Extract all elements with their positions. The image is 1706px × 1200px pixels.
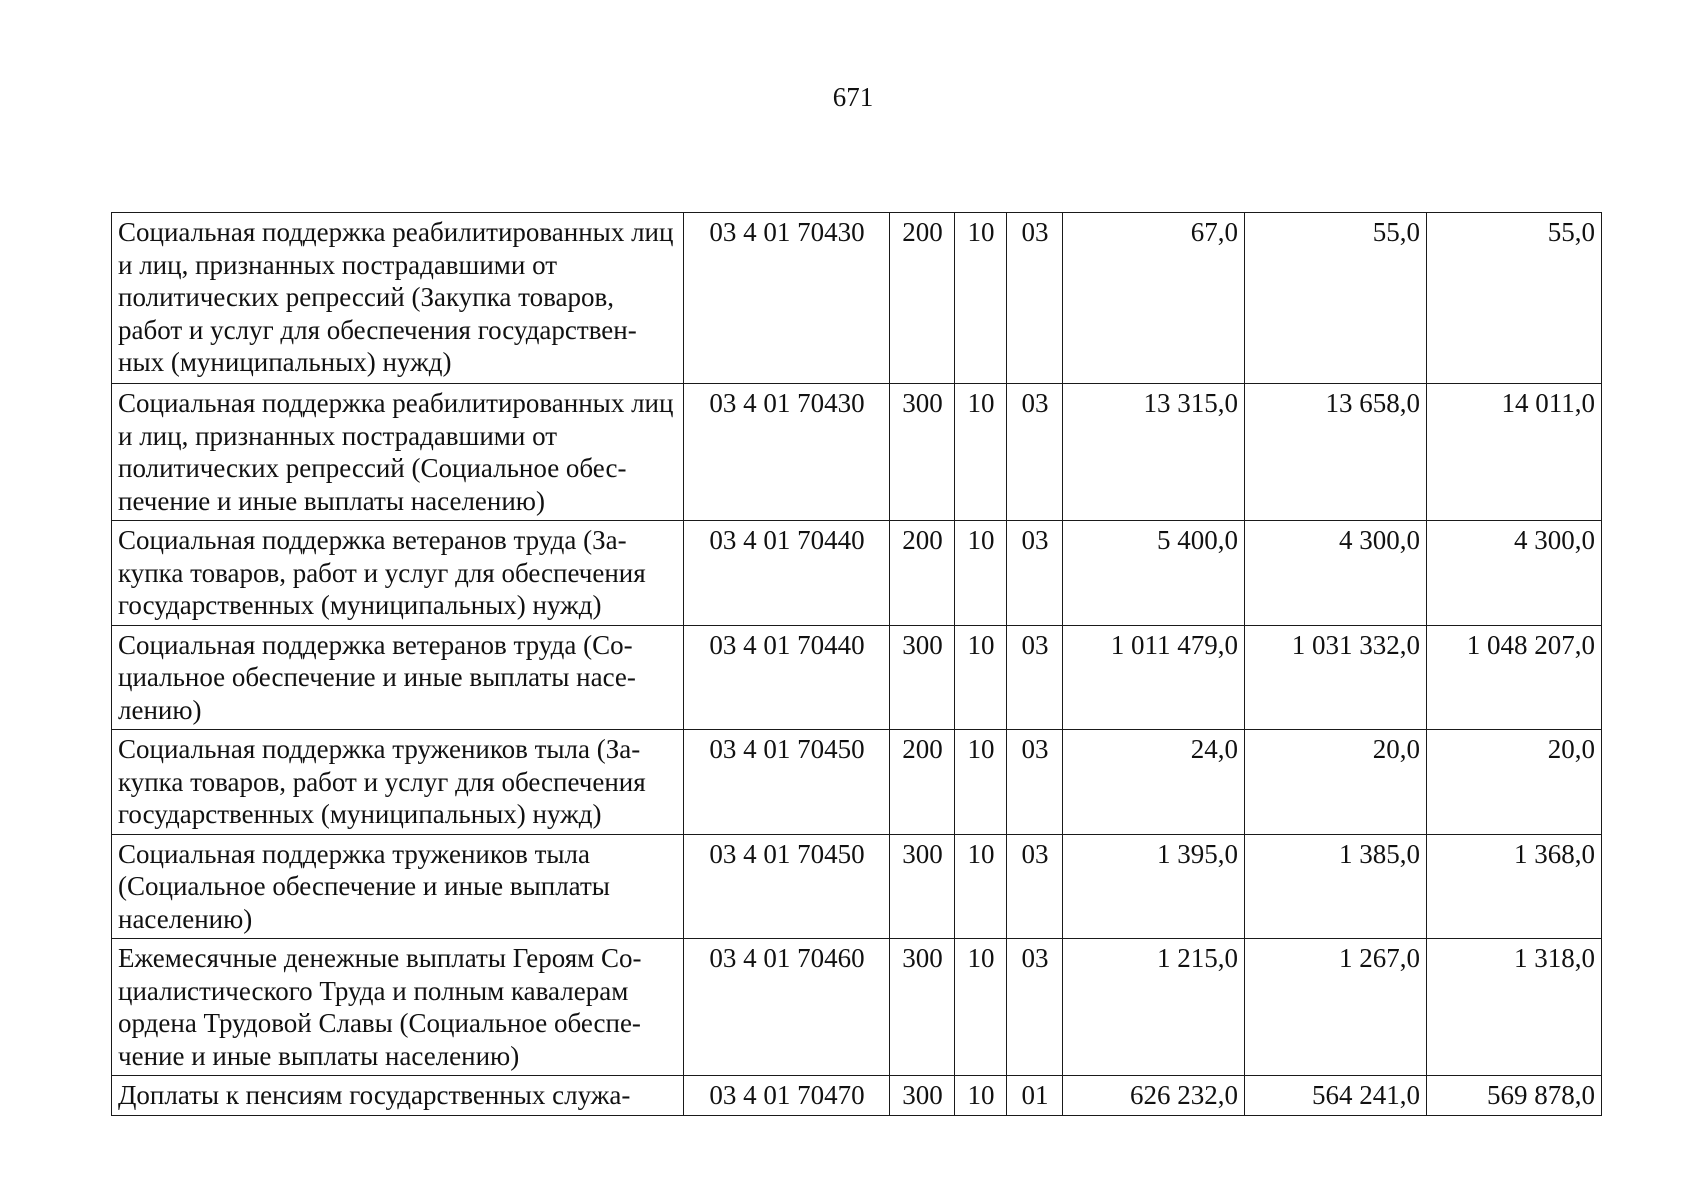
section-cell: 10: [955, 939, 1007, 1076]
target-article-cell: 03 4 01 70430: [684, 384, 890, 521]
page-number: 671: [832, 82, 874, 112]
amount-year2-cell: 55,0: [1245, 213, 1427, 384]
amount-year1-cell: 24,0: [1063, 730, 1245, 835]
subsection-cell: 03: [1007, 625, 1063, 730]
row-name-cell: Ежемесячные денежные выплаты Героям Со-циалистического Труда и полным кавалерам ордена Трудовой Славы (Социальное обеспе-чение и иные выплаты населению): [112, 939, 684, 1076]
expense-type-cell: 200: [890, 730, 955, 835]
expense-type-cell: 300: [890, 939, 955, 1076]
subsection-cell: 01: [1007, 1076, 1063, 1116]
target-article-cell: 03 4 01 70440: [684, 625, 890, 730]
expense-type-cell: 300: [890, 384, 955, 521]
amount-year3-cell: 1 048 207,0: [1427, 625, 1602, 730]
table-row: [112, 213, 1602, 384]
target-article-cell: 03 4 01 70430: [684, 213, 890, 384]
amount-year2-cell: 13 658,0: [1245, 384, 1427, 521]
row-name-cell: Социальная поддержка реабилитированных лиц и лиц, признанных пострадавшими от политических репрессий (Социальное обес-печение и иные выплаты населению): [112, 384, 684, 521]
amount-year2-cell: 1 267,0: [1245, 939, 1427, 1076]
target-article-cell: 03 4 01 70450: [684, 730, 890, 835]
target-article-cell: 03 4 01 70440: [684, 521, 890, 626]
amount-year2-cell: 20,0: [1245, 730, 1427, 835]
section-cell: 10: [955, 1076, 1007, 1116]
subsection-cell: 03: [1007, 834, 1063, 939]
amount-year3-cell: 4 300,0: [1427, 521, 1602, 626]
subsection-cell: 03: [1007, 384, 1063, 521]
subsection-cell: 03: [1007, 213, 1063, 384]
table-row: [112, 521, 1602, 626]
section-cell: 10: [955, 625, 1007, 730]
target-article-cell: 03 4 01 70470: [684, 1076, 890, 1116]
amount-year3-cell: 569 878,0: [1427, 1076, 1602, 1116]
expense-type-cell: 300: [890, 1076, 955, 1116]
amount-year2-cell: 1 031 332,0: [1245, 625, 1427, 730]
amount-year1-cell: 1 215,0: [1063, 939, 1245, 1076]
table-row: [112, 384, 1602, 521]
subsection-cell: 03: [1007, 521, 1063, 626]
row-name-cell: Социальная поддержка тружеников тыла (Социальное обеспечение и иные выплаты населению): [112, 834, 684, 939]
expense-type-cell: 200: [890, 521, 955, 626]
amount-year3-cell: 14 011,0: [1427, 384, 1602, 521]
section-cell: 10: [955, 834, 1007, 939]
row-name-cell: Доплаты к пенсиям государственных служа-: [112, 1076, 684, 1116]
row-name-cell: Социальная поддержка ветеранов труда (Со-циальное обеспечение и иные выплаты насе-лению): [112, 625, 684, 730]
row-name-cell: Социальная поддержка тружеников тыла (За-купка товаров, работ и услуг для обеспечения государственных (муниципальных) нужд): [112, 730, 684, 835]
subsection-cell: 03: [1007, 730, 1063, 835]
table-row: [112, 834, 1602, 939]
amount-year3-cell: 20,0: [1427, 730, 1602, 835]
amount-year2-cell: 4 300,0: [1245, 521, 1427, 626]
section-cell: 10: [955, 521, 1007, 626]
amount-year3-cell: 1 318,0: [1427, 939, 1602, 1076]
expense-type-cell: 300: [890, 834, 955, 939]
section-cell: 10: [955, 730, 1007, 835]
amount-year1-cell: 5 400,0: [1063, 521, 1245, 626]
target-article-cell: 03 4 01 70460: [684, 939, 890, 1076]
expense-type-cell: 200: [890, 213, 955, 384]
table-body: [112, 213, 1602, 1116]
amount-year1-cell: 13 315,0: [1063, 384, 1245, 521]
subsection-cell: 03: [1007, 939, 1063, 1076]
row-name-cell: Социальная поддержка реабилитированных лиц и лиц, признанных пострадавшими от политических репрессий (Закупка товаров, работ и услуг для обеспечения государствен-ных (муниципальных) нужд): [112, 213, 684, 384]
table-row: [112, 1076, 1602, 1116]
table-row: [112, 939, 1602, 1076]
table-row: [112, 625, 1602, 730]
row-name-cell: Социальная поддержка ветеранов труда (За-купка товаров, работ и услуг для обеспечения государственных (муниципальных) нужд): [112, 521, 684, 626]
table-row: [112, 730, 1602, 835]
amount-year2-cell: 564 241,0: [1245, 1076, 1427, 1116]
amount-year1-cell: 626 232,0: [1063, 1076, 1245, 1116]
section-cell: 10: [955, 213, 1007, 384]
amount-year3-cell: 55,0: [1427, 213, 1602, 384]
target-article-cell: 03 4 01 70450: [684, 834, 890, 939]
amount-year1-cell: 67,0: [1063, 213, 1245, 384]
section-cell: 10: [955, 384, 1007, 521]
expense-type-cell: 300: [890, 625, 955, 730]
amount-year3-cell: 1 368,0: [1427, 834, 1602, 939]
amount-year1-cell: 1 395,0: [1063, 834, 1245, 939]
amount-year2-cell: 1 385,0: [1245, 834, 1427, 939]
amount-year1-cell: 1 011 479,0: [1063, 625, 1245, 730]
budget-table: [111, 212, 1602, 1116]
